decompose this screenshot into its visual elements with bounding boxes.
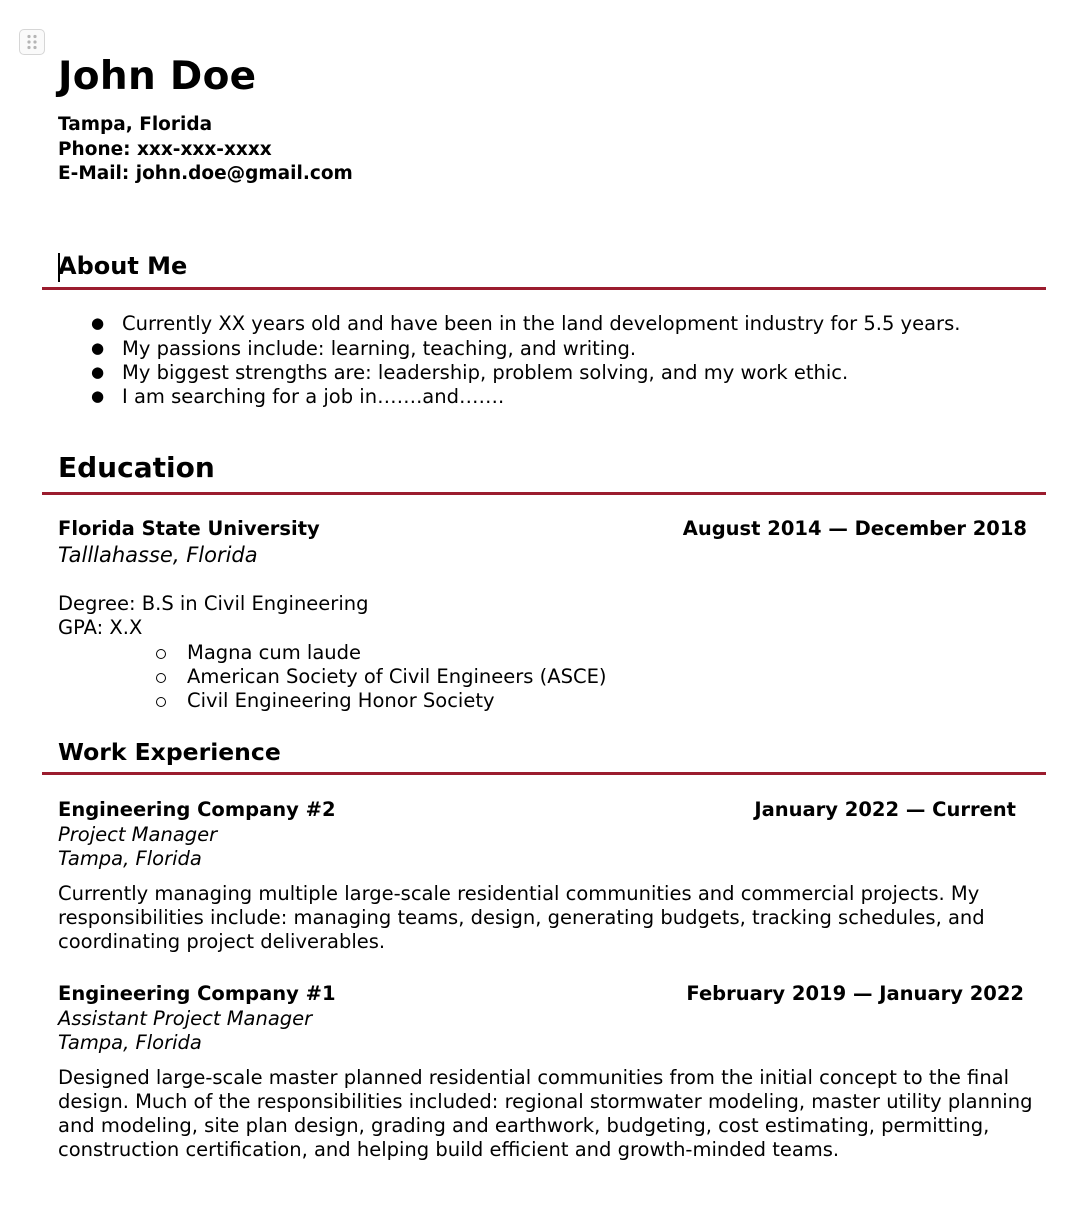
hollow-bullet-icon (156, 697, 166, 707)
resume-name: John Doe (58, 54, 257, 99)
contact-phone: Phone: xxx-xxx-xxxx (58, 139, 272, 160)
education-location: Talllahasse, Florida (58, 543, 258, 567)
section-divider-about (42, 287, 1046, 290)
job-description-line: and modeling, site plan design, grading and earthwork, budgeting, cost estimating, permitting, (58, 1114, 990, 1137)
job-description-line: construction certification, and helping build efficient and growth-minded teams. (58, 1138, 840, 1161)
job-description-line: coordinating project deliverables. (58, 930, 386, 953)
job-description-line: design. Much of the responsibilities included: regional stormwater modeling, master utility planning (58, 1090, 1033, 1113)
drag-handle-icon[interactable] (19, 29, 45, 55)
job-role: Project Manager (58, 823, 218, 846)
job-company: Engineering Company #2 (58, 798, 336, 821)
section-divider-work (42, 772, 1046, 775)
section-title-about[interactable]: About Me (58, 252, 188, 280)
hollow-bullet-icon (156, 673, 166, 683)
job-role: Assistant Project Manager (58, 1007, 313, 1030)
section-title-education: Education (58, 451, 215, 484)
bullet-dot-icon: ● (91, 314, 105, 332)
job-location: Tampa, Florida (58, 847, 202, 870)
education-degree: Degree: B.S in Civil Engineering (58, 592, 369, 615)
contact-email: E-Mail: john.doe@gmail.com (58, 163, 353, 184)
job-description-line: Designed large-scale master planned residential communities from the initial concept to the final (58, 1066, 1010, 1089)
section-title-work: Work Experience (58, 738, 281, 766)
job-dates: January 2022 — Current (754, 798, 1016, 821)
job-dates: February 2019 — January 2022 (686, 982, 1024, 1005)
section-divider-education (42, 492, 1046, 495)
job-description-line: responsibilities include: managing teams, design, generating budgets, tracking schedules, and (58, 906, 985, 929)
job-location: Tampa, Florida (58, 1031, 202, 1054)
bullet-dot-icon: ● (91, 363, 105, 381)
bullet-dot-icon: ● (91, 339, 105, 357)
bullet-dot-icon: ● (91, 387, 105, 405)
education-dates: August 2014 — December 2018 (682, 517, 1027, 540)
education-school: Florida State University (58, 517, 320, 540)
job-company: Engineering Company #1 (58, 982, 336, 1005)
job-description-line: Currently managing multiple large-scale residential communities and commercial projects. My (58, 882, 980, 905)
contact-location: Tampa, Florida (58, 114, 213, 135)
hollow-bullet-icon (156, 649, 166, 659)
education-gpa: GPA: X.X (58, 616, 143, 639)
